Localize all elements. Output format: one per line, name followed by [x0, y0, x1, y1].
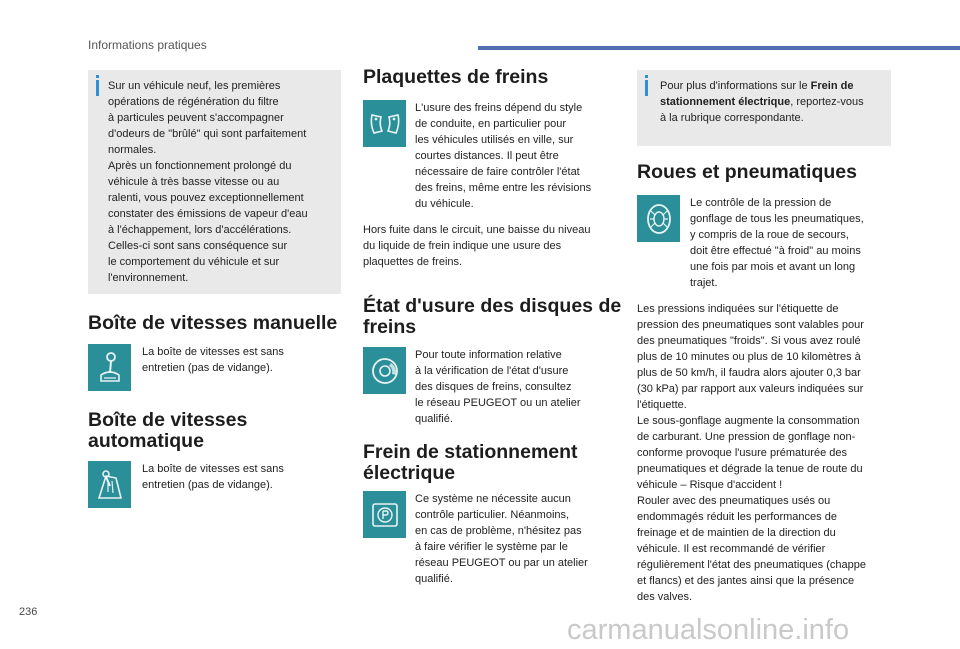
- tyres-text-2: Les pressions indiquées sur l'étiquette de pression des pneumatiques sont valables pour des pneumatiques "froids". Si vous avez roulé plus de 10 minutes ou plus de 10 kilomètres à plus de 50 km/h, il faudra alors ajouter 0,3 bar (30 kPa) par rapport aux valeurs indiquées sur l'étiquette. Le sous-gonflage augmente la consommation de carburant. Une pression de gonflage non- conforme provoque l'usure prématurée des pneumatiques et dégrade la tenue de route du véhicule – Risque d'accident ! Rouler avec des pneumatiques usés ou endommagés réduit les performances de freinage et de maintien de la direction du véhicule. Il est recommandé de vérifier régulièrement l'état des pneumatiques (chappe et flancs) et des jantes ainsi que la présence des valves.: [637, 303, 866, 603]
- manual-gearbox-title: Boîte de vitesses manuelle: [88, 312, 338, 334]
- page-number: 236: [19, 606, 38, 618]
- parking-brake-icon-tile: [363, 491, 406, 538]
- brake-discs-title: État d'usure des disques de freins: [363, 295, 622, 338]
- header-accent-bar: [478, 46, 960, 50]
- info-icon: [96, 80, 99, 96]
- automatic-gearbox-icon-tile: [88, 461, 131, 508]
- automatic-gearbox-title: Boîte de vitesses automatique: [88, 409, 248, 452]
- info-note-text: [660, 78, 888, 126]
- info-note-text: Sur un véhicule neuf, les premières opérations de régénération du filtre à particules peuvent s'accompagner d'odeurs de "brûlé" qui sont parfaitement normales. Après un fonctionnement prolongé du véhicule à très basse vitesse ou au ralenti, vous pouvez exceptionnellement constater des émissions de vapeur d'eau à l'échappement, lors d'accélérations. Celles-ci sont sans conséquence sur le comportement du véhicule et sur l'environnement.: [108, 80, 308, 284]
- watermark: carmanualsonline.info: [567, 614, 850, 646]
- note-text-pre: Pour plus d'informations sur le: [660, 80, 811, 92]
- manual-gearbox-icon-tile: [88, 344, 131, 391]
- tyre-icon-tile: [637, 195, 680, 242]
- brake-pads-text: L'usure des freins dépend du style de conduite, en particulier pour les véhicules utilisés en ville, sur courtes distances. Il peut être nécessaire de faire contrôler l'état des freins, même entre les révisions du véhicule.: [415, 102, 592, 210]
- brake-pads-icon: [368, 109, 402, 139]
- brake-disc-icon: [369, 355, 401, 387]
- parking-brake-text: Ce système ne nécessite aucun contrôle particulier. Néanmoins, en cas de problème, n'hésitez pas à faire vérifier le système par le réseau PEUGEOT ou par un atelier qualifié.: [415, 493, 588, 585]
- section-header-title: Informations pratiques: [88, 38, 207, 52]
- brake-pads-title: Plaquettes de freins: [363, 66, 549, 88]
- brake-discs-icon-tile: [363, 347, 406, 394]
- info-icon: [645, 80, 648, 96]
- info-note-parking-brake: [637, 70, 891, 146]
- wheels-tyres-title: Roues et pneumatiques: [637, 161, 857, 183]
- electric-parking-brake-icon: [369, 499, 401, 531]
- note-text-post: , reportez-vous à la rubrique correspondante.: [660, 96, 864, 124]
- info-note-regeneration: [88, 70, 341, 294]
- manual-gear-lever-icon: [95, 351, 125, 385]
- tyre-pressure-icon: [643, 202, 675, 236]
- note-text-bold: Frein de stationnement électrique: [660, 80, 854, 108]
- automatic-gearbox-text: La boîte de vitesses est sans entretien (pas de vidange).: [142, 463, 284, 491]
- brake-pads-icon-tile: [363, 100, 406, 147]
- brake-pads-text-2: Hors fuite dans le circuit, une baisse du niveau du liquide de frein indique une usure des plaquettes de freins.: [363, 224, 591, 268]
- automatic-selector-icon: [94, 468, 126, 502]
- parking-brake-title: Frein de stationnement électrique: [363, 441, 578, 484]
- tyres-text: Le contrôle de la pression de gonflage de tous les pneumatiques, y compris de la roue de secours, doit être effectué "à froid" au moins une fois par mois et avant un long trajet.: [690, 197, 864, 289]
- brake-discs-text: Pour toute information relative à la vérification de l'état d'usure des disques de freins, consultez le réseau PEUGEOT ou un atelier qualifié.: [415, 349, 581, 425]
- manual-gearbox-text: La boîte de vitesses est sans entretien (pas de vidange).: [142, 346, 284, 374]
